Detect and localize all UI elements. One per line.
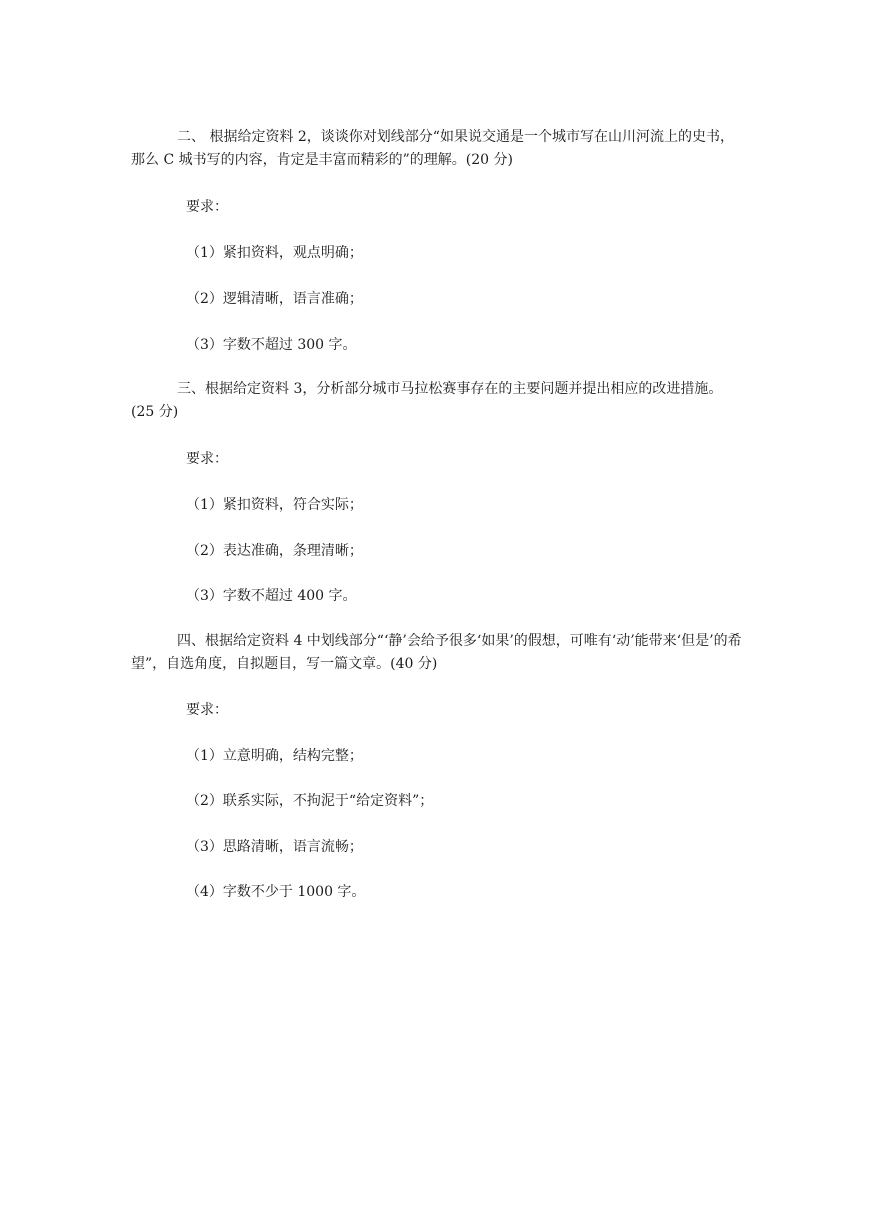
question-3-requirements-label: 要求： bbox=[186, 451, 228, 467]
question-2-prompt: 二、 根据给定资料 2，谈谈你对划线部分“如果说交通是一个城市写在山川河流上的史书，那么 C 城书写的内容，肯定是丰富而精彩的”的理解。(20 分) bbox=[131, 129, 734, 168]
question-3-requirement-3: （3）字数不超过 400 字。 bbox=[186, 588, 357, 604]
question-4-requirement-4: （4）字数不少于 1000 字。 bbox=[186, 884, 366, 900]
question-3-requirement-1: （1）紧扣资料，符合实际； bbox=[186, 497, 363, 513]
question-4-prompt: 四、根据给定资料 4 中划线部分“‘静’会给予很多‘如果’的假想，可唯有‘动’能带来‘但是’的希望”，自选角度，自拟题目，写一篇文章。(40 分) bbox=[131, 633, 742, 672]
question-3-prompt: 三、根据给定资料 3，分析部分城市马拉松赛事存在的主要问题并提出相应的改进措施。(25 分) bbox=[131, 381, 723, 420]
question-4-requirements-label: 要求： bbox=[186, 702, 228, 718]
question-4-requirement-1: （1）立意明确，结构完整； bbox=[186, 748, 363, 764]
question-2-requirements-label: 要求： bbox=[186, 199, 228, 215]
question-2-requirement-2: （2）逻辑清晰，语言准确； bbox=[186, 291, 363, 307]
question-3-requirement-2: （2）表达准确，条理清晰； bbox=[186, 543, 363, 559]
question-4-requirement-3: （3）思路清晰，语言流畅； bbox=[186, 839, 363, 855]
question-4-requirement-2: （2）联系实际，不拘泥于“给定资料”； bbox=[186, 793, 434, 809]
question-2-requirement-1: （1）紧扣资料，观点明确； bbox=[186, 245, 363, 261]
question-2-requirement-3: （3）字数不超过 300 字。 bbox=[186, 337, 357, 353]
